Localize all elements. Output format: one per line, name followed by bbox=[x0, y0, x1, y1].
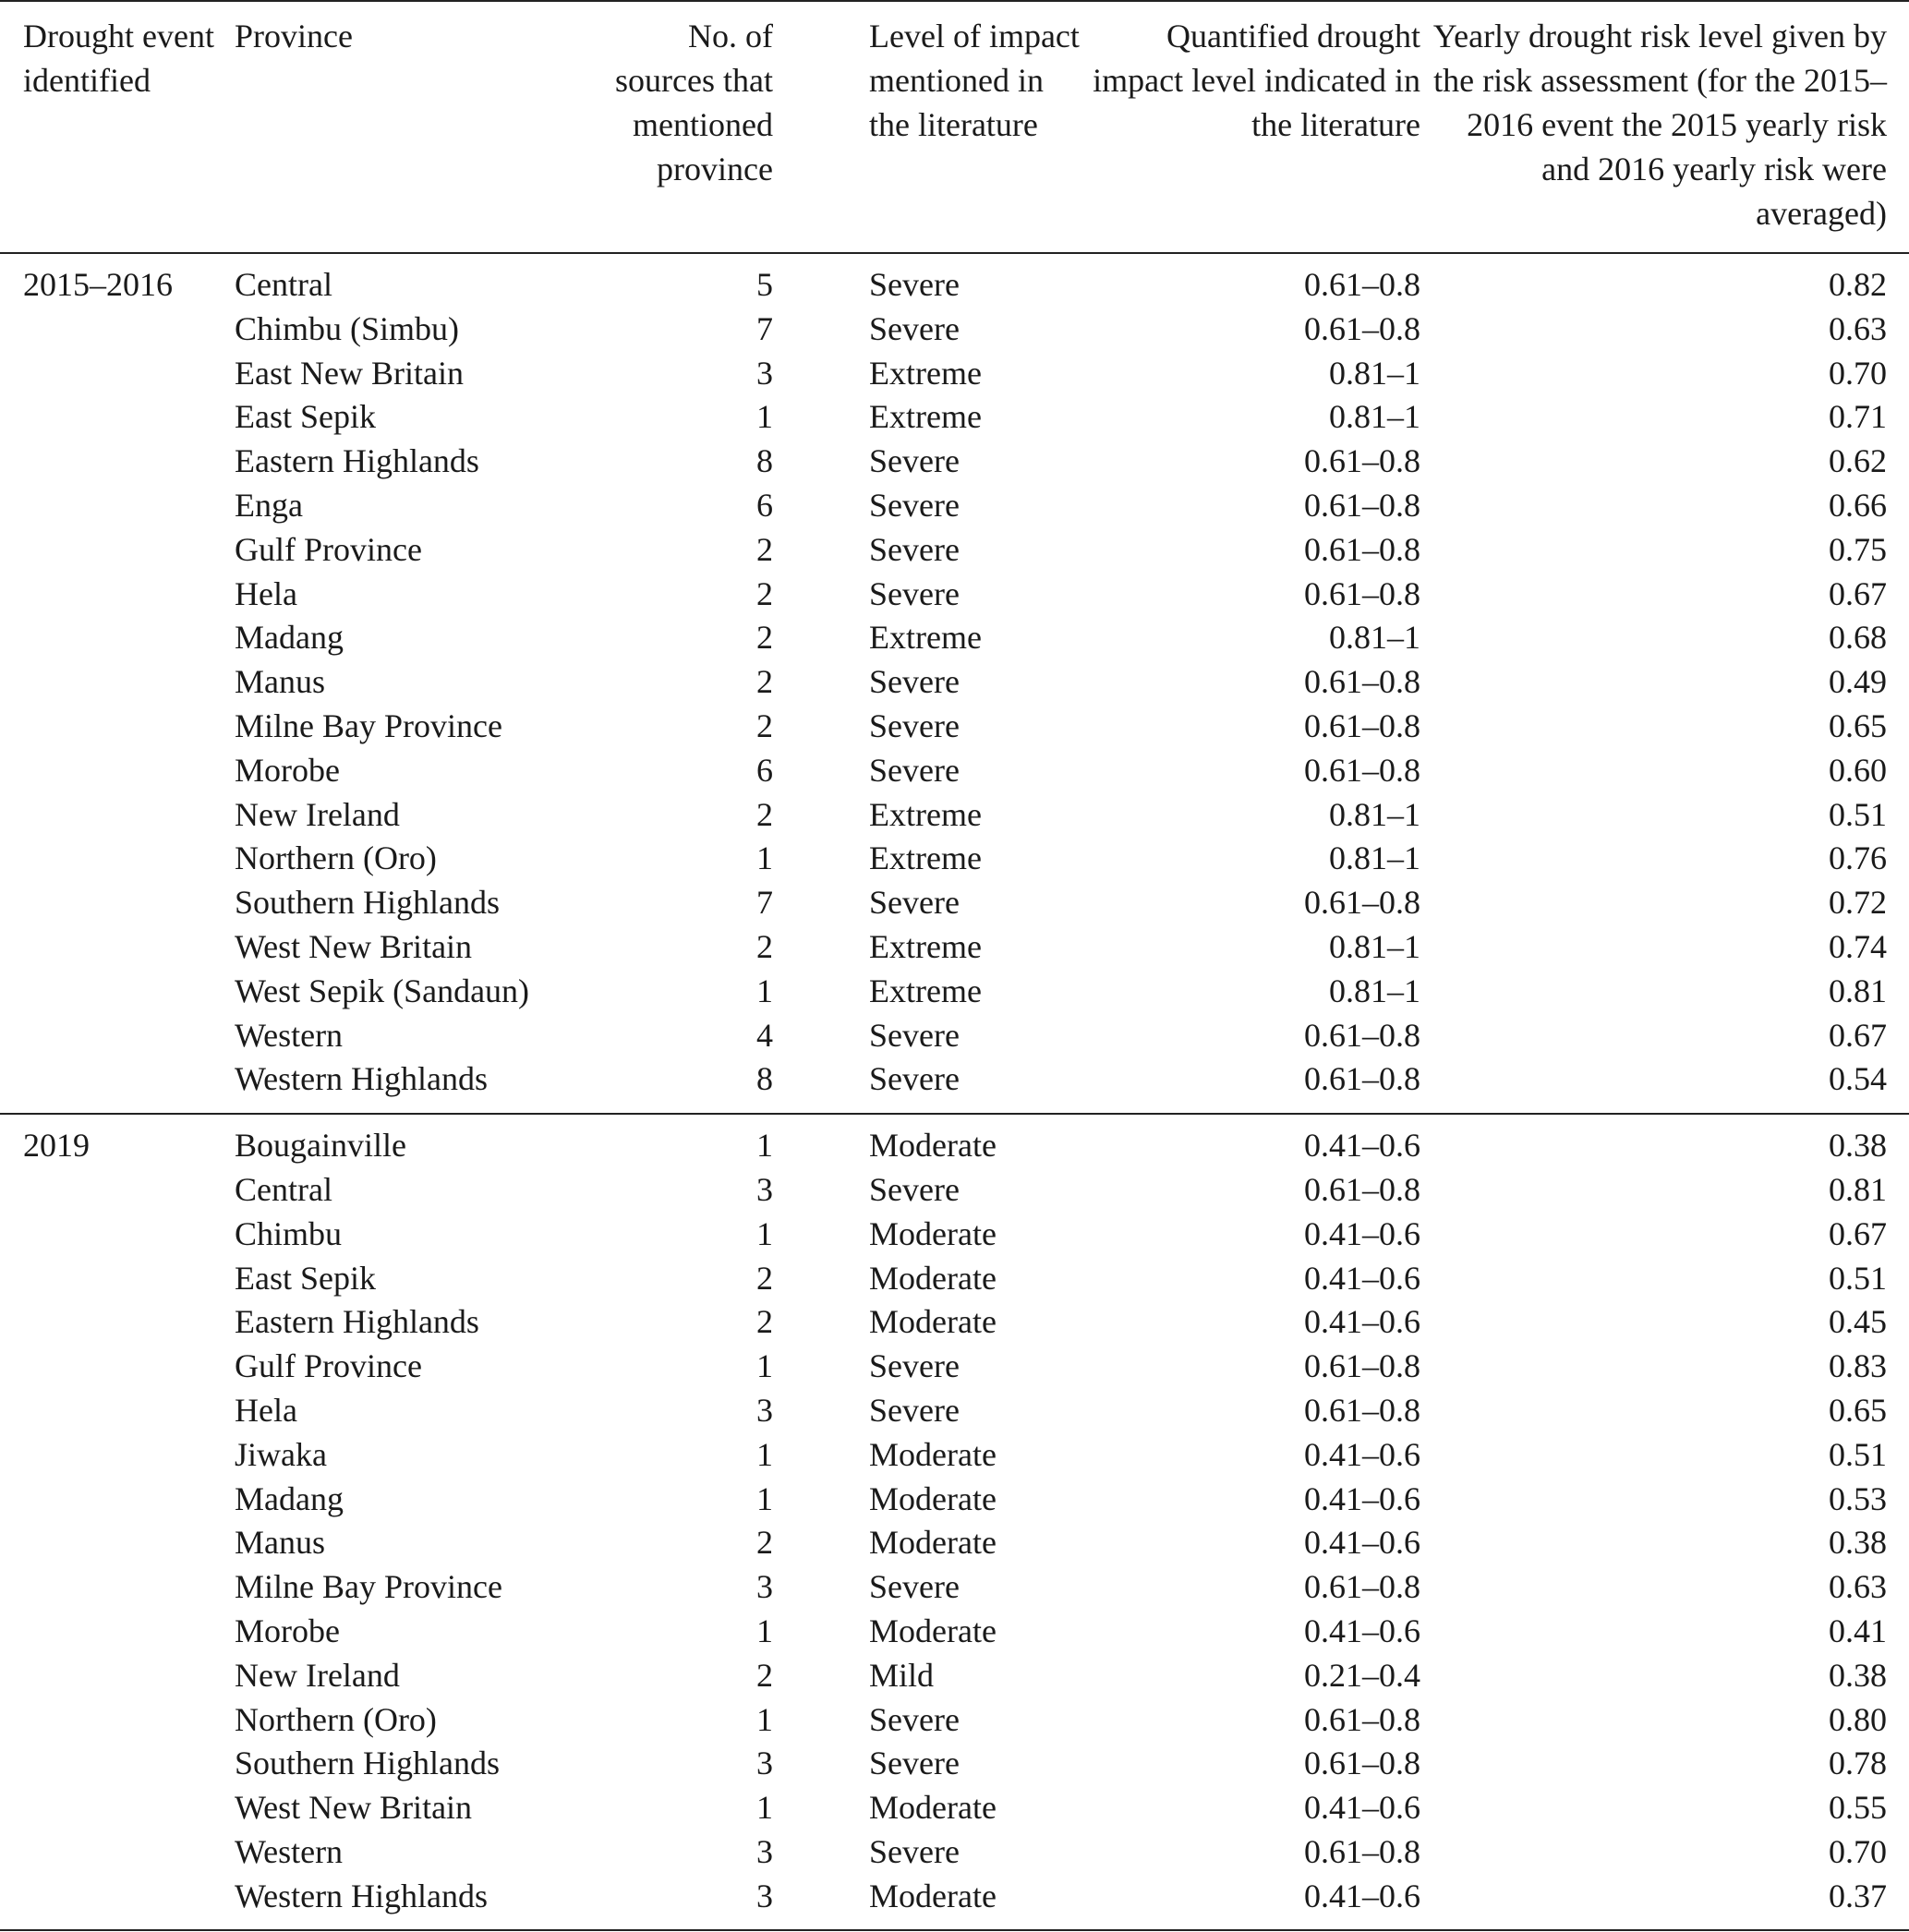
event-cell bbox=[0, 881, 235, 925]
impact-level-cell: Moderate bbox=[869, 1259, 997, 1297]
event-cell bbox=[0, 1478, 235, 1522]
table-header bbox=[0, 1, 1909, 253]
table-row bbox=[0, 1521, 1909, 1565]
risk-level-cell: 0.71 bbox=[1829, 398, 1887, 436]
quantified-impact-cell: 0.41–0.6 bbox=[1304, 1789, 1420, 1827]
event-cell bbox=[0, 395, 235, 440]
header-province: Province bbox=[235, 18, 353, 54]
quantified-impact-cell: 0.61–0.8 bbox=[1304, 486, 1420, 524]
province-cell: East Sepik bbox=[235, 398, 376, 436]
event-cell bbox=[0, 925, 235, 970]
quantified-impact-cell: 0.41–0.6 bbox=[1304, 1303, 1420, 1341]
impact-level-cell: Moderate bbox=[869, 1303, 997, 1341]
risk-level-cell: 0.45 bbox=[1829, 1303, 1887, 1341]
risk-level-cell: 0.72 bbox=[1829, 884, 1887, 922]
event-cell bbox=[0, 1257, 235, 1301]
impact-level-cell: Severe bbox=[869, 530, 960, 568]
sources-cell: 1 bbox=[756, 1435, 773, 1473]
sources-cell: 3 bbox=[756, 1832, 773, 1870]
sources-cell: 4 bbox=[756, 1016, 773, 1054]
sources-cell: 1 bbox=[756, 1479, 773, 1517]
risk-level-cell: 0.62 bbox=[1829, 442, 1887, 480]
quantified-impact-cell: 0.61–0.8 bbox=[1304, 1568, 1420, 1606]
sources-cell: 7 bbox=[756, 884, 773, 922]
event-cell bbox=[0, 1742, 235, 1786]
event-cell bbox=[0, 1565, 235, 1610]
event-cell bbox=[0, 837, 235, 881]
impact-level-cell: Severe bbox=[869, 1832, 960, 1870]
risk-level-cell: 0.68 bbox=[1829, 619, 1887, 657]
impact-level-cell: Severe bbox=[869, 574, 960, 612]
event-cell bbox=[0, 440, 235, 484]
event-cell bbox=[0, 793, 235, 838]
risk-level-cell: 0.38 bbox=[1829, 1524, 1887, 1562]
sources-cell: 2 bbox=[756, 663, 773, 701]
sources-cell: 6 bbox=[756, 751, 773, 789]
table-row bbox=[0, 484, 1909, 528]
quantified-impact-cell: 0.41–0.6 bbox=[1304, 1127, 1420, 1165]
quantified-impact-cell: 0.81–1 bbox=[1329, 795, 1420, 833]
province-cell: East Sepik bbox=[235, 1259, 376, 1297]
risk-level-cell: 0.65 bbox=[1829, 706, 1887, 744]
quantified-impact-cell: 0.61–0.8 bbox=[1304, 1745, 1420, 1782]
sources-cell: 2 bbox=[756, 1259, 773, 1297]
impact-level-cell: Extreme bbox=[869, 927, 982, 965]
table-row bbox=[0, 1168, 1909, 1213]
risk-level-cell: 0.55 bbox=[1829, 1789, 1887, 1827]
event-cell bbox=[0, 1875, 235, 1931]
event-cell bbox=[0, 1345, 235, 1389]
risk-level-cell: 0.41 bbox=[1829, 1612, 1887, 1649]
sources-cell: 2 bbox=[756, 927, 773, 965]
table-row bbox=[0, 395, 1909, 440]
impact-level-cell: Severe bbox=[869, 486, 960, 524]
sources-cell: 8 bbox=[756, 442, 773, 480]
risk-level-cell: 0.70 bbox=[1829, 354, 1887, 392]
impact-level-cell: Severe bbox=[869, 309, 960, 347]
sources-cell: 2 bbox=[756, 795, 773, 833]
impact-level-cell: Severe bbox=[869, 884, 960, 922]
risk-level-cell: 0.66 bbox=[1829, 486, 1887, 524]
risk-level-cell: 0.67 bbox=[1829, 1016, 1887, 1054]
table-row bbox=[0, 705, 1909, 749]
province-cell: Western bbox=[235, 1832, 344, 1870]
table-row bbox=[0, 970, 1909, 1014]
sources-cell: 1 bbox=[756, 398, 773, 436]
impact-level-cell: Severe bbox=[869, 1170, 960, 1208]
province-cell: Eastern Highlands bbox=[235, 442, 479, 480]
sources-cell: 1 bbox=[756, 1700, 773, 1738]
sources-cell: 1 bbox=[756, 1214, 773, 1252]
impact-level-cell: Severe bbox=[869, 442, 960, 480]
risk-level-cell: 0.82 bbox=[1829, 266, 1887, 303]
risk-level-cell: 0.76 bbox=[1829, 839, 1887, 877]
province-cell: Morobe bbox=[235, 1612, 340, 1649]
impact-level-cell: Severe bbox=[869, 1391, 960, 1429]
province-cell: East New Britain bbox=[235, 354, 464, 392]
event-cell bbox=[0, 1168, 235, 1213]
table-row bbox=[0, 1257, 1909, 1301]
province-cell: West New Britain bbox=[235, 1789, 473, 1827]
impact-level-cell: Severe bbox=[869, 1016, 960, 1054]
impact-level-cell: Moderate bbox=[869, 1612, 997, 1649]
header-sources: No. of sources that mentioned province bbox=[615, 18, 773, 187]
province-cell: Hela bbox=[235, 574, 297, 612]
header-row bbox=[0, 1, 1909, 253]
table-row bbox=[0, 1565, 1909, 1610]
quantified-impact-cell: 0.61–0.8 bbox=[1304, 1832, 1420, 1870]
header-quantified: Quantified drought impact level indicated in the literature bbox=[1093, 18, 1420, 143]
sources-cell: 2 bbox=[756, 1656, 773, 1694]
event-cell bbox=[0, 749, 235, 793]
impact-level-cell: Moderate bbox=[869, 1214, 997, 1252]
province-cell: Chimbu (Simbu) bbox=[235, 309, 460, 347]
event-cell bbox=[0, 1610, 235, 1654]
impact-level-cell: Severe bbox=[869, 1347, 960, 1385]
impact-level-cell: Extreme bbox=[869, 619, 982, 657]
table-row bbox=[0, 1786, 1909, 1830]
risk-level-cell: 0.51 bbox=[1829, 795, 1887, 833]
event-cell bbox=[0, 660, 235, 705]
province-cell: New Ireland bbox=[235, 1656, 400, 1694]
event-cell bbox=[0, 484, 235, 528]
province-cell: Central bbox=[235, 1170, 332, 1208]
province-cell: Chimbu bbox=[235, 1214, 343, 1252]
table-row bbox=[0, 440, 1909, 484]
quantified-impact-cell: 0.41–0.6 bbox=[1304, 1612, 1420, 1649]
province-cell: Milne Bay Province bbox=[235, 1568, 502, 1606]
impact-level-cell: Moderate bbox=[869, 1435, 997, 1473]
table-row bbox=[0, 881, 1909, 925]
province-cell: Manus bbox=[235, 1524, 325, 1562]
header-event: Drought event identified bbox=[23, 18, 214, 99]
impact-level-cell: Moderate bbox=[869, 1524, 997, 1562]
table-row bbox=[0, 308, 1909, 352]
event-cell bbox=[0, 1300, 235, 1345]
event-group-2015-2016 bbox=[0, 253, 1909, 1114]
province-cell: Bougainville bbox=[235, 1127, 406, 1165]
event-cell bbox=[0, 705, 235, 749]
province-cell: Manus bbox=[235, 663, 325, 701]
event-cell bbox=[0, 970, 235, 1014]
sources-cell: 2 bbox=[756, 1303, 773, 1341]
event-cell: 2015–2016 bbox=[23, 266, 173, 303]
province-cell: Jiwaka bbox=[235, 1435, 327, 1473]
table-row bbox=[0, 793, 1909, 838]
province-cell: West New Britain bbox=[235, 927, 473, 965]
quantified-impact-cell: 0.61–0.8 bbox=[1304, 266, 1420, 303]
sources-cell: 1 bbox=[756, 972, 773, 1009]
header-risk: Yearly drought risk level given by the risk assessment (for the 2015–2016 event the 2015 yearly risk and 2016 yearly risk were averaged) bbox=[1432, 18, 1887, 232]
event-cell bbox=[0, 1830, 235, 1875]
risk-level-cell: 0.63 bbox=[1829, 309, 1887, 347]
table-row bbox=[0, 1014, 1909, 1058]
quantified-impact-cell: 0.81–1 bbox=[1329, 619, 1420, 657]
quantified-impact-cell: 0.61–0.8 bbox=[1304, 442, 1420, 480]
province-cell: Northern (Oro) bbox=[235, 839, 437, 877]
header-level: Level of impact mentioned in the literature bbox=[869, 18, 1080, 143]
event-cell bbox=[0, 1057, 235, 1114]
sources-cell: 7 bbox=[756, 309, 773, 347]
event-cell: 2019 bbox=[23, 1127, 90, 1165]
impact-level-cell: Severe bbox=[869, 1060, 960, 1098]
table-row bbox=[0, 749, 1909, 793]
table-row bbox=[0, 1742, 1909, 1786]
sources-cell: 1 bbox=[756, 1612, 773, 1649]
impact-level-cell: Moderate bbox=[869, 1789, 997, 1827]
event-cell bbox=[0, 1014, 235, 1058]
impact-level-cell: Severe bbox=[869, 706, 960, 744]
table-row bbox=[0, 1300, 1909, 1345]
sources-cell: 8 bbox=[756, 1060, 773, 1098]
risk-level-cell: 0.67 bbox=[1829, 574, 1887, 612]
sources-cell: 2 bbox=[756, 530, 773, 568]
province-cell: Milne Bay Province bbox=[235, 706, 502, 744]
table-row bbox=[0, 1114, 1909, 1168]
risk-level-cell: 0.53 bbox=[1829, 1479, 1887, 1517]
sources-cell: 5 bbox=[756, 266, 773, 303]
sources-cell: 1 bbox=[756, 1789, 773, 1827]
quantified-impact-cell: 0.41–0.6 bbox=[1304, 1214, 1420, 1252]
risk-level-cell: 0.80 bbox=[1829, 1700, 1887, 1738]
table-row bbox=[0, 528, 1909, 573]
quantified-impact-cell: 0.81–1 bbox=[1329, 398, 1420, 436]
quantified-impact-cell: 0.61–0.8 bbox=[1304, 1700, 1420, 1738]
province-cell: Gulf Province bbox=[235, 1347, 422, 1385]
table-row bbox=[0, 1654, 1909, 1698]
impact-level-cell: Severe bbox=[869, 1745, 960, 1782]
risk-level-cell: 0.78 bbox=[1829, 1745, 1887, 1782]
risk-level-cell: 0.81 bbox=[1829, 972, 1887, 1009]
province-cell: Western Highlands bbox=[235, 1060, 489, 1098]
risk-level-cell: 0.65 bbox=[1829, 1391, 1887, 1429]
event-group-2019 bbox=[0, 1114, 1909, 1930]
quantified-impact-cell: 0.61–0.8 bbox=[1304, 1060, 1420, 1098]
table-row bbox=[0, 925, 1909, 970]
province-cell: Morobe bbox=[235, 751, 340, 789]
table-row bbox=[0, 616, 1909, 660]
table-row bbox=[0, 1213, 1909, 1257]
event-cell bbox=[0, 1389, 235, 1433]
province-cell: Madang bbox=[235, 1479, 344, 1517]
event-cell bbox=[0, 308, 235, 352]
table-row bbox=[0, 352, 1909, 396]
sources-cell: 3 bbox=[756, 1568, 773, 1606]
quantified-impact-cell: 0.61–0.8 bbox=[1304, 309, 1420, 347]
quantified-impact-cell: 0.81–1 bbox=[1329, 927, 1420, 965]
table-row bbox=[0, 1389, 1909, 1433]
table-row bbox=[0, 1478, 1909, 1522]
table-row bbox=[0, 1610, 1909, 1654]
event-cell bbox=[0, 1654, 235, 1698]
province-cell: Southern Highlands bbox=[235, 1745, 500, 1782]
impact-level-cell: Moderate bbox=[869, 1127, 997, 1165]
impact-level-cell: Moderate bbox=[869, 1479, 997, 1517]
risk-level-cell: 0.51 bbox=[1829, 1435, 1887, 1473]
quantified-impact-cell: 0.81–1 bbox=[1329, 839, 1420, 877]
event-cell bbox=[0, 616, 235, 660]
quantified-impact-cell: 0.61–0.8 bbox=[1304, 663, 1420, 701]
sources-cell: 3 bbox=[756, 1391, 773, 1429]
quantified-impact-cell: 0.61–0.8 bbox=[1304, 1347, 1420, 1385]
quantified-impact-cell: 0.41–0.6 bbox=[1304, 1479, 1420, 1517]
sources-cell: 2 bbox=[756, 706, 773, 744]
risk-level-cell: 0.38 bbox=[1829, 1127, 1887, 1165]
sources-cell: 3 bbox=[756, 1877, 773, 1914]
province-cell: Gulf Province bbox=[235, 530, 422, 568]
table-row bbox=[0, 660, 1909, 705]
quantified-impact-cell: 0.61–0.8 bbox=[1304, 530, 1420, 568]
province-cell: Northern (Oro) bbox=[235, 1700, 437, 1738]
quantified-impact-cell: 0.61–0.8 bbox=[1304, 751, 1420, 789]
impact-level-cell: Severe bbox=[869, 266, 960, 303]
impact-level-cell: Extreme bbox=[869, 398, 982, 436]
quantified-impact-cell: 0.41–0.6 bbox=[1304, 1435, 1420, 1473]
table-row bbox=[0, 1057, 1909, 1114]
risk-level-cell: 0.70 bbox=[1829, 1832, 1887, 1870]
province-cell: Madang bbox=[235, 619, 344, 657]
sources-cell: 1 bbox=[756, 1347, 773, 1385]
sources-cell: 2 bbox=[756, 574, 773, 612]
province-cell: West Sepik (Sandaun) bbox=[235, 972, 530, 1009]
sources-cell: 3 bbox=[756, 1170, 773, 1208]
sources-cell: 6 bbox=[756, 486, 773, 524]
table-row bbox=[0, 1875, 1909, 1931]
impact-level-cell: Severe bbox=[869, 1568, 960, 1606]
risk-level-cell: 0.67 bbox=[1829, 1214, 1887, 1252]
event-cell bbox=[0, 1786, 235, 1830]
risk-level-cell: 0.37 bbox=[1829, 1877, 1887, 1914]
table-row bbox=[0, 573, 1909, 617]
sources-cell: 2 bbox=[756, 619, 773, 657]
province-cell: Western bbox=[235, 1016, 344, 1054]
risk-level-cell: 0.51 bbox=[1829, 1259, 1887, 1297]
risk-level-cell: 0.49 bbox=[1829, 663, 1887, 701]
province-cell: New Ireland bbox=[235, 795, 400, 833]
quantified-impact-cell: 0.61–0.8 bbox=[1304, 884, 1420, 922]
province-cell: Central bbox=[235, 266, 332, 303]
impact-level-cell: Extreme bbox=[869, 839, 982, 877]
impact-level-cell: Severe bbox=[869, 663, 960, 701]
quantified-impact-cell: 0.41–0.6 bbox=[1304, 1524, 1420, 1562]
province-cell: Enga bbox=[235, 486, 303, 524]
risk-level-cell: 0.54 bbox=[1829, 1060, 1887, 1098]
impact-level-cell: Severe bbox=[869, 1700, 960, 1738]
table-row bbox=[0, 1345, 1909, 1389]
table-row bbox=[0, 253, 1909, 308]
impact-level-cell: Extreme bbox=[869, 354, 982, 392]
event-cell bbox=[0, 1521, 235, 1565]
sources-cell: 3 bbox=[756, 1745, 773, 1782]
impact-level-cell: Mild bbox=[869, 1656, 935, 1694]
sources-cell: 1 bbox=[756, 1127, 773, 1165]
quantified-impact-cell: 0.41–0.6 bbox=[1304, 1877, 1420, 1914]
event-cell bbox=[0, 528, 235, 573]
quantified-impact-cell: 0.61–0.8 bbox=[1304, 706, 1420, 744]
risk-level-cell: 0.75 bbox=[1829, 530, 1887, 568]
province-cell: Western Highlands bbox=[235, 1877, 489, 1914]
risk-level-cell: 0.74 bbox=[1829, 927, 1887, 965]
sources-cell: 1 bbox=[756, 839, 773, 877]
impact-level-cell: Severe bbox=[869, 751, 960, 789]
risk-level-cell: 0.38 bbox=[1829, 1656, 1887, 1694]
table-row bbox=[0, 1433, 1909, 1478]
quantified-impact-cell: 0.41–0.6 bbox=[1304, 1259, 1420, 1297]
impact-level-cell: Moderate bbox=[869, 1877, 997, 1914]
event-cell bbox=[0, 1213, 235, 1257]
quantified-impact-cell: 0.21–0.4 bbox=[1304, 1656, 1420, 1694]
table-row bbox=[0, 1698, 1909, 1743]
impact-level-cell: Extreme bbox=[869, 972, 982, 1009]
quantified-impact-cell: 0.81–1 bbox=[1329, 972, 1420, 1009]
impact-level-cell: Extreme bbox=[869, 795, 982, 833]
risk-level-cell: 0.60 bbox=[1829, 751, 1887, 789]
quantified-impact-cell: 0.61–0.8 bbox=[1304, 1170, 1420, 1208]
risk-level-cell: 0.83 bbox=[1829, 1347, 1887, 1385]
province-cell: Southern Highlands bbox=[235, 884, 500, 922]
sources-cell: 3 bbox=[756, 354, 773, 392]
table-row bbox=[0, 1830, 1909, 1875]
event-cell bbox=[0, 573, 235, 617]
quantified-impact-cell: 0.61–0.8 bbox=[1304, 1391, 1420, 1429]
event-cell bbox=[0, 1433, 235, 1478]
province-cell: Eastern Highlands bbox=[235, 1303, 479, 1341]
event-cell bbox=[0, 1698, 235, 1743]
table-row bbox=[0, 837, 1909, 881]
risk-level-cell: 0.63 bbox=[1829, 1568, 1887, 1606]
sources-cell: 2 bbox=[756, 1524, 773, 1562]
quantified-impact-cell: 0.61–0.8 bbox=[1304, 1016, 1420, 1054]
quantified-impact-cell: 0.61–0.8 bbox=[1304, 574, 1420, 612]
quantified-impact-cell: 0.81–1 bbox=[1329, 354, 1420, 392]
event-cell bbox=[0, 352, 235, 396]
province-cell: Hela bbox=[235, 1391, 297, 1429]
risk-level-cell: 0.81 bbox=[1829, 1170, 1887, 1208]
